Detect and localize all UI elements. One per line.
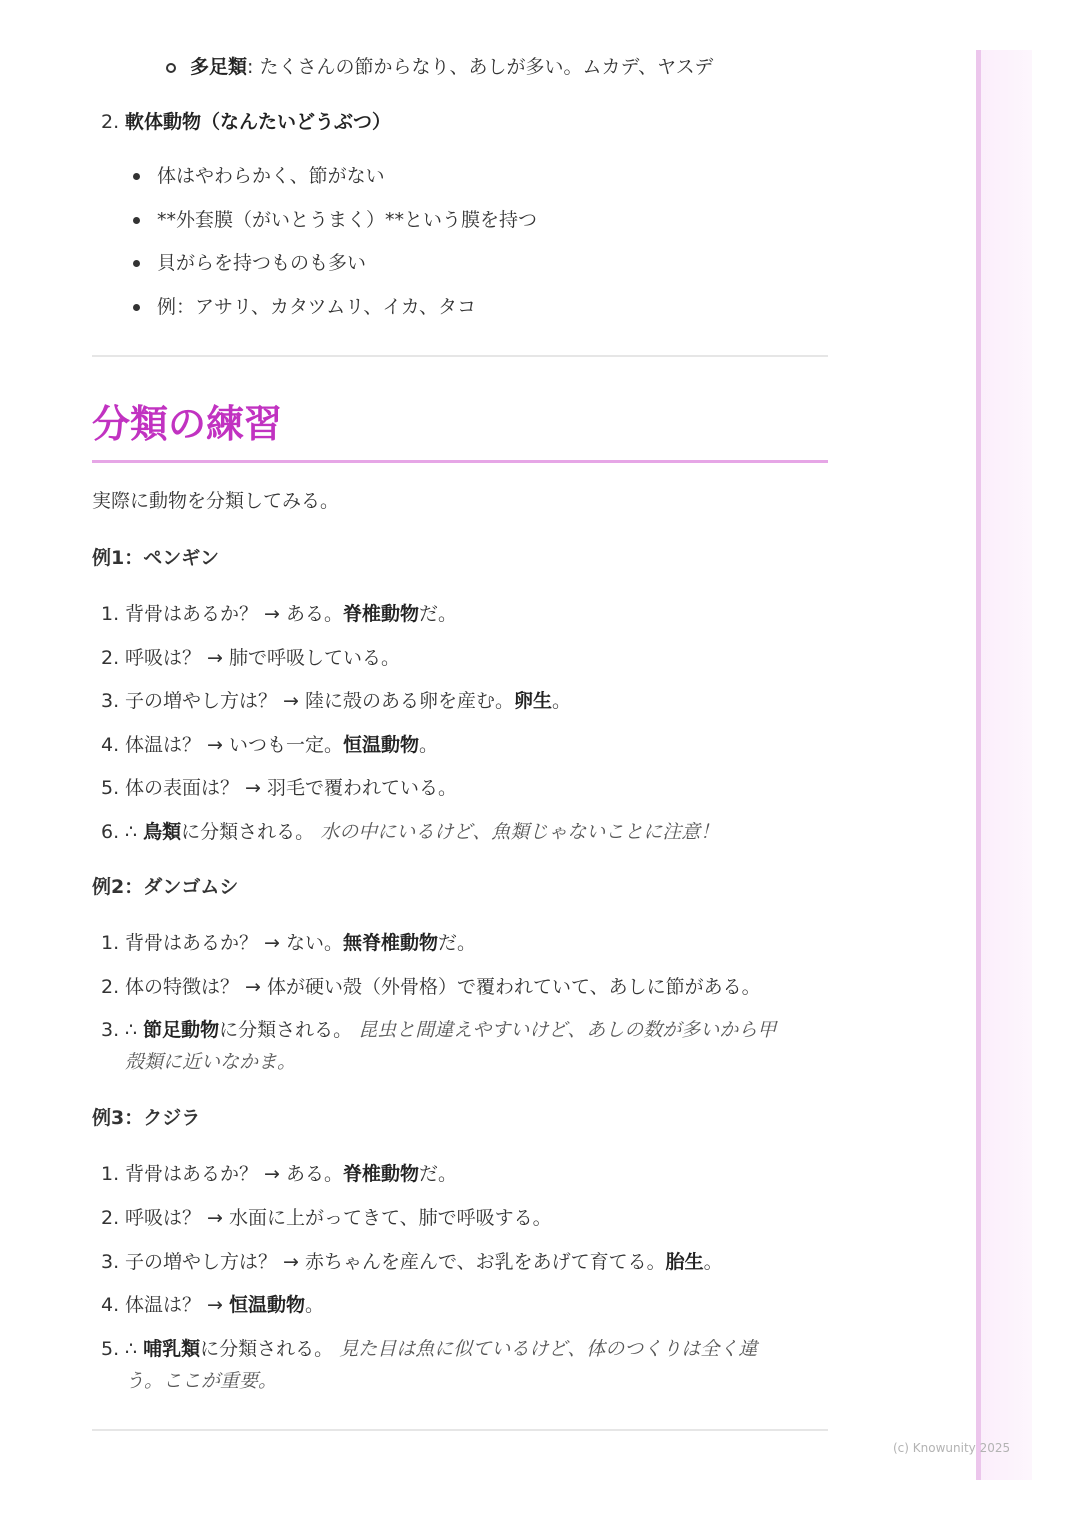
step-text: 体温は？ → 恒温動物。 <box>125 1294 325 1316</box>
step-number: 3. <box>101 690 120 712</box>
step-number: 3. <box>101 1019 120 1041</box>
bullet-item: **外套膜（がいとうまく）**という膜を持つ <box>157 209 538 231</box>
step-text: 子の増やし方は？ → 赤ちゃんを産んで、お乳をあげて育てる。胎生。 <box>125 1251 723 1273</box>
step-number: 5. <box>101 1338 120 1360</box>
step-number: 5. <box>101 777 120 799</box>
step-text: 体の表面は？ → 羽毛で覆われている。 <box>125 777 457 799</box>
bullet-dot <box>133 173 140 180</box>
bullet-dot <box>133 260 140 267</box>
section-title: 分類の練習 <box>92 402 283 446</box>
side-band <box>976 50 1032 1480</box>
step-number: 3. <box>101 1251 120 1273</box>
bullet-item: 体はやわらかく、節がない <box>157 165 385 187</box>
step-number: 4. <box>101 734 120 756</box>
divider <box>92 355 828 357</box>
sub-list-item <box>190 52 713 82</box>
step-text: ∴ 哺乳類に分類される。 見た目は魚に似ているけど、体のつくりは全く違 <box>125 1338 758 1360</box>
bullet-dot <box>133 304 140 311</box>
sub-item-text: : たくさんの節からなり、あしが多い。ムカデ、ヤスデ <box>247 56 714 78</box>
footer-copyright: (c) Knowunity 2025 <box>893 1441 1011 1455</box>
step-number: 2. <box>101 1207 120 1229</box>
section-intro: 実際に動物を分類してみる。 <box>92 490 340 512</box>
step-text-continued: う。ここが重要。 <box>125 1370 278 1392</box>
step-text: 背骨はあるか？ → ある。脊椎動物だ。 <box>125 1163 458 1185</box>
list-number: 2. <box>101 111 120 133</box>
step-number: 6. <box>101 821 120 843</box>
step-text: 呼吸は？ → 水面に上がってきて、肺で呼吸する。 <box>125 1207 552 1229</box>
bullet-dot <box>133 217 140 224</box>
mollusca-heading: 軟体動物（なんたいどうぶつ） <box>125 111 392 133</box>
step-number: 2. <box>101 976 120 998</box>
step-text-continued: 殻類に近いなかま。 <box>125 1051 297 1073</box>
step-number: 1. <box>101 603 120 625</box>
step-text: 背骨はあるか？ → ない。無脊椎動物だ。 <box>125 932 477 954</box>
step-text: 子の増やし方は？ → 陸に殻のある卵を産む。卵生。 <box>125 690 572 712</box>
step-text: 背骨はあるか？ → ある。脊椎動物だ。 <box>125 603 458 625</box>
step-text: 体の特徴は？ → 体が硬い殻（外骨格）で覆われていて、あしに節がある。 <box>125 976 761 998</box>
sub-bullet-ring <box>166 63 176 73</box>
bullet-item: 例：アサリ、カタツムリ、イカ、タコ <box>157 296 477 318</box>
step-text: ∴ 鳥類に分類される。 水の中にいるけど、魚類じゃないことに注意！ <box>125 821 720 843</box>
step-number: 2. <box>101 647 120 669</box>
step-number: 1. <box>101 1163 120 1185</box>
sub-item-bold: 多足類 <box>190 56 248 78</box>
divider <box>92 1429 828 1431</box>
bullet-item: 貝がらを持つものも多い <box>157 252 367 274</box>
example-heading: 例3：クジラ <box>92 1107 201 1129</box>
example-heading: 例2：ダンゴムシ <box>92 876 239 898</box>
step-number: 4. <box>101 1294 120 1316</box>
step-text: 体温は？ → いつも一定。恒温動物。 <box>125 734 439 756</box>
example-heading: 例1：ペンギン <box>92 547 220 569</box>
list-item-mollusca <box>125 107 391 137</box>
step-number: 1. <box>101 932 120 954</box>
step-text: ∴ 節足動物に分類される。 昆虫と間違えやすいけど、あしの数が多いから甲 <box>125 1019 777 1041</box>
step-text: 呼吸は？ → 肺で呼吸している。 <box>125 647 400 669</box>
side-accent-line <box>976 50 981 1480</box>
section-title-underline <box>92 460 828 463</box>
